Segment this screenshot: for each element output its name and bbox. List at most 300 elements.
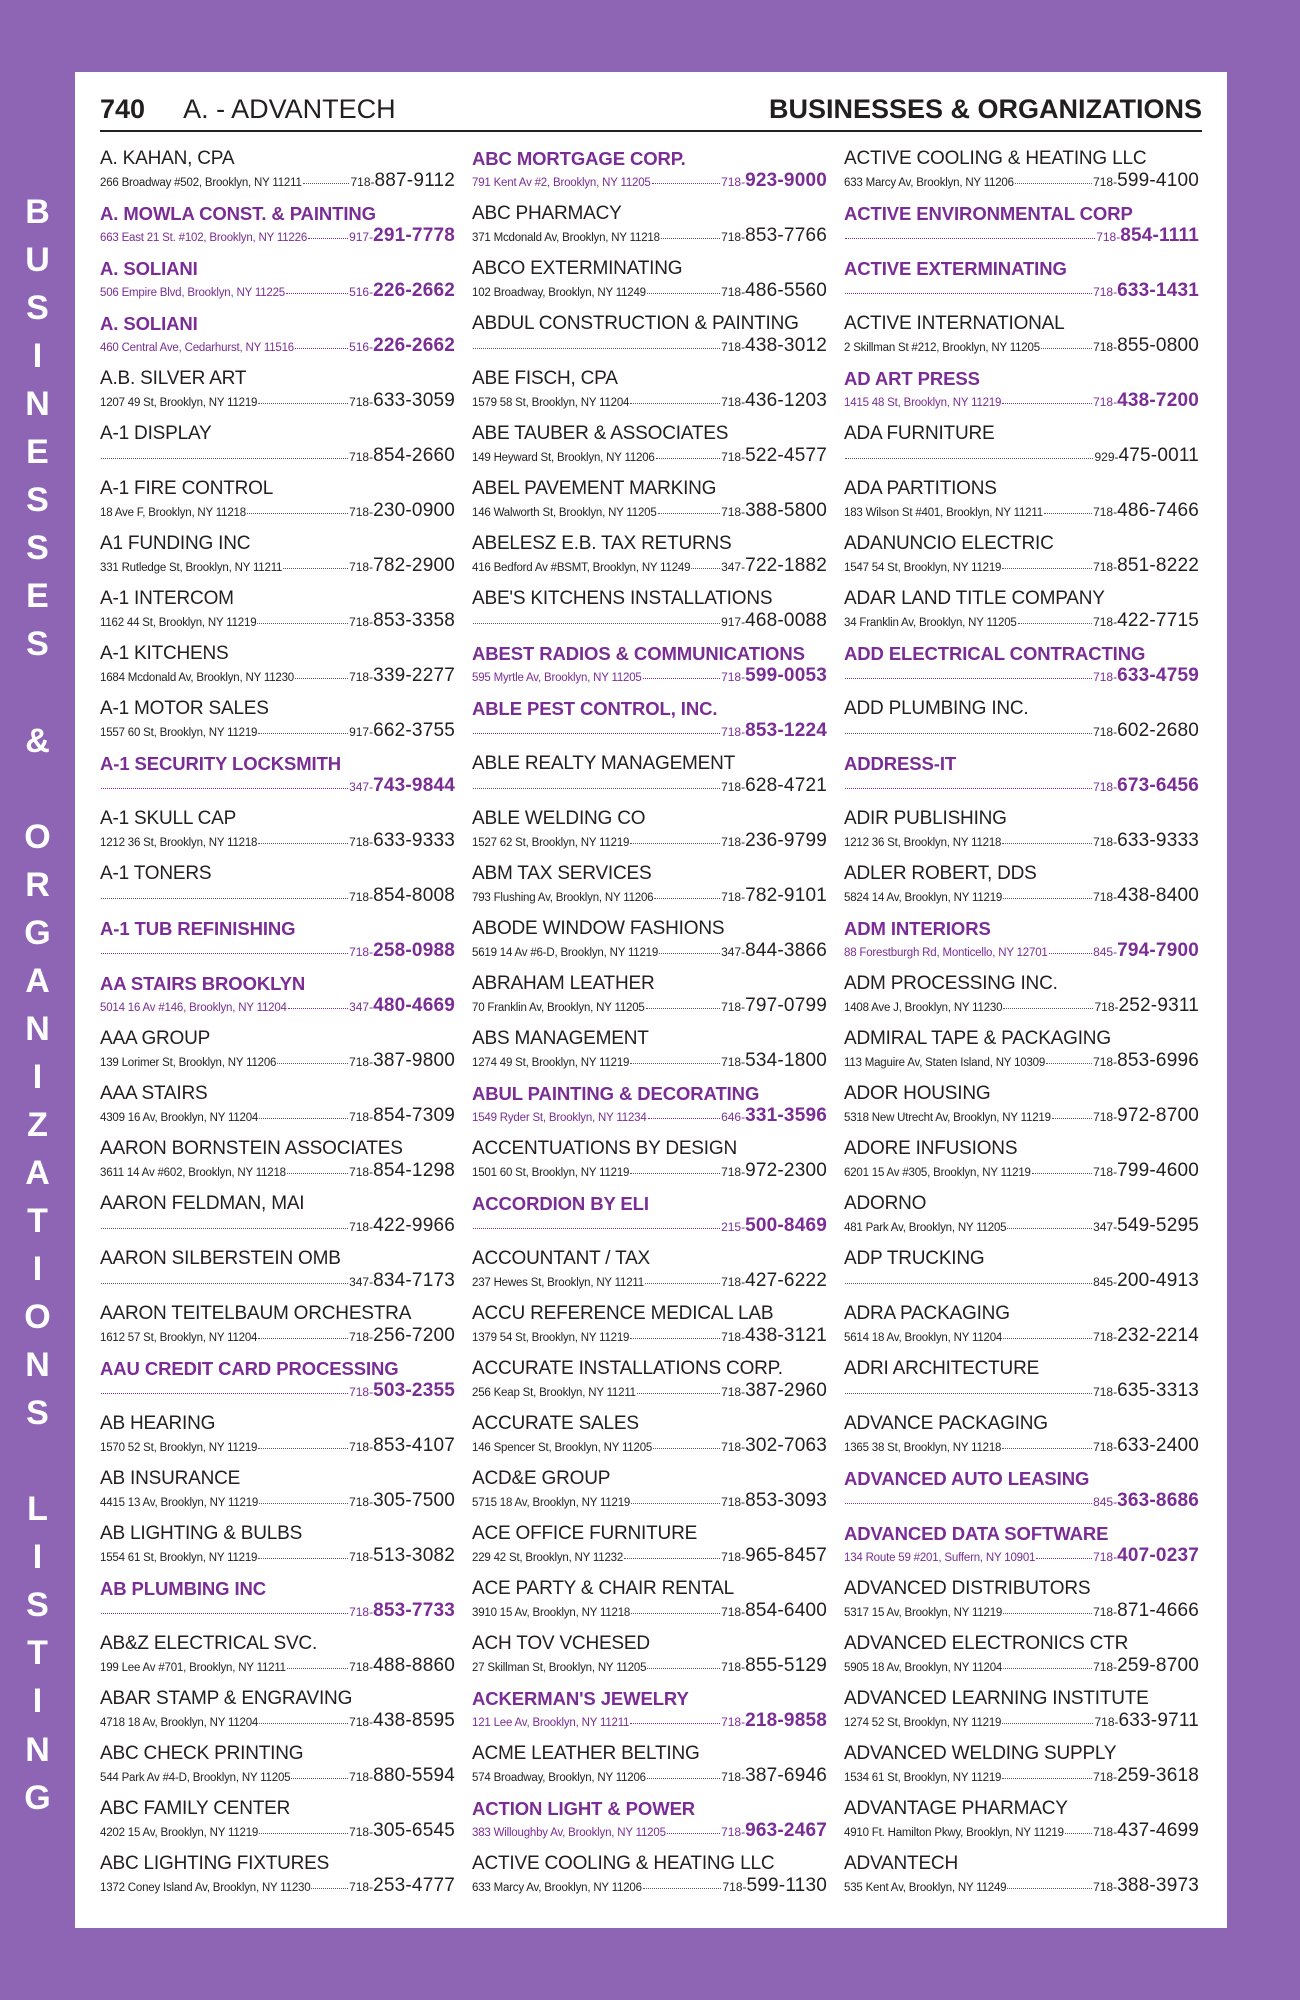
dot-leader	[637, 1393, 720, 1394]
listing-detail-line	[844, 445, 1199, 471]
dot-leader	[287, 1668, 348, 1669]
listing-entry	[100, 1191, 455, 1246]
business-name: AD ART PRESS	[844, 368, 980, 389]
phone-digits: 853-1224	[745, 720, 827, 741]
listing-entry	[844, 1796, 1199, 1851]
listing-detail-line	[844, 995, 1199, 1021]
dot-leader	[658, 513, 721, 514]
business-name: AB LIGHTING & BULBS	[100, 1523, 303, 1544]
phone-digits: 633-3059	[373, 390, 455, 411]
sidebar-letter: G	[24, 913, 51, 952]
business-address: 1612 57 St, Brooklyn, NY 11204	[100, 1332, 258, 1344]
business-address: 102 Broadway, Brooklyn, NY 11249	[472, 287, 646, 299]
phone-number	[1093, 1820, 1199, 1842]
listing-detail-line	[844, 775, 1199, 801]
area-code: 347-	[349, 1000, 374, 1014]
listing-entry	[844, 861, 1199, 916]
phone-number	[1093, 1600, 1199, 1622]
phone-number	[721, 170, 827, 192]
business-address: 506 Empire Blvd, Brooklyn, NY 11225	[100, 287, 285, 299]
phone-digits: 438-8400	[1117, 885, 1199, 906]
dot-leader	[308, 238, 348, 239]
phone-digits: 534-1800	[745, 1050, 827, 1071]
business-name: A-1 INTERCOM	[100, 588, 234, 609]
phone-number	[1093, 1380, 1199, 1402]
dot-leader	[630, 843, 720, 844]
phone-number	[349, 1765, 455, 1787]
phone-number	[1093, 500, 1199, 522]
dot-leader	[258, 403, 348, 404]
phone-digits: 887-9112	[374, 170, 455, 191]
phone-number	[1094, 995, 1199, 1017]
area-code: 718-	[349, 1660, 374, 1674]
listing-entry	[472, 311, 827, 366]
phone-number	[1093, 1215, 1199, 1237]
listing-entry	[472, 1796, 827, 1851]
area-code: 718-	[1093, 560, 1118, 574]
area-code: 718-	[1093, 1165, 1118, 1179]
phone-digits: 743-9844	[373, 775, 455, 796]
directory-page	[75, 72, 1227, 1928]
business-name: A. KAHAN, CPA	[100, 148, 235, 169]
dot-leader	[1018, 623, 1092, 624]
sidebar-letter: O	[24, 1298, 51, 1337]
business-address: 5614 18 Av, Brooklyn, NY 11204	[844, 1332, 1003, 1344]
dot-leader	[845, 1283, 1092, 1284]
area-code: 718-	[721, 450, 746, 464]
dot-leader	[661, 238, 720, 239]
dot-leader	[1002, 1723, 1093, 1724]
sidebar-letter: Z	[27, 1105, 48, 1144]
business-name: AAU CREDIT CARD PROCESSING	[100, 1358, 399, 1379]
dot-leader	[845, 788, 1092, 789]
area-code: 718-	[721, 1330, 746, 1344]
listing-detail-line	[472, 775, 827, 801]
business-name: ADVANCED DISTRIBUTORS	[844, 1578, 1091, 1599]
sidebar-letter: &	[25, 721, 50, 760]
area-code: 718-	[721, 890, 746, 904]
sidebar-letter: T	[27, 1634, 48, 1673]
phone-number	[1093, 170, 1199, 192]
listing-entry	[100, 1246, 455, 1301]
business-address: 1547 54 St, Brooklyn, NY 11219	[844, 562, 1002, 574]
phone-number	[349, 335, 455, 357]
listing-detail-line	[100, 1380, 455, 1406]
business-address: 4309 16 Av, Brooklyn, NY 11204	[100, 1112, 259, 1124]
listing-entry	[100, 696, 455, 751]
area-code: 718-	[1093, 1825, 1118, 1839]
phone-digits: 923-9000	[745, 170, 827, 191]
phone-digits: 513-3082	[373, 1545, 455, 1566]
listing-column-3	[844, 146, 1199, 1906]
area-code: 845-	[1093, 1495, 1118, 1509]
listing-entry	[844, 201, 1199, 256]
listing-entry	[472, 806, 827, 861]
business-name: ADD PLUMBING INC.	[844, 698, 1029, 719]
listing-detail-line	[844, 500, 1199, 526]
phone-number	[721, 1655, 827, 1677]
dot-leader	[646, 1008, 720, 1009]
listing-detail-line	[100, 500, 455, 526]
dot-leader	[1003, 1008, 1093, 1009]
listing-entry	[844, 751, 1199, 806]
dot-leader	[258, 1338, 348, 1339]
dot-leader	[643, 678, 720, 679]
listing-detail-line	[100, 1490, 455, 1516]
business-address: 574 Broadway, Brooklyn, NY 11206	[472, 1772, 646, 1784]
phone-digits: 854-2660	[373, 445, 455, 466]
area-code: 718-	[1093, 1660, 1118, 1674]
listing-detail-line	[100, 335, 455, 361]
phone-number	[349, 1545, 455, 1567]
phone-number	[350, 170, 455, 192]
sidebar-letter: I	[32, 1538, 43, 1577]
phone-number	[1093, 1875, 1199, 1897]
phone-digits: 854-1298	[373, 1160, 455, 1181]
phone-number	[1093, 665, 1199, 687]
business-name: ABLE PEST CONTROL, INC.	[472, 698, 718, 719]
business-name: A-1 TUB REFINISHING	[100, 918, 296, 939]
phone-digits: 522-4577	[745, 445, 827, 466]
business-name: ACCOUNTANT / TAX	[472, 1248, 651, 1269]
listing-detail-line	[844, 665, 1199, 691]
business-address: 1207 49 St, Brooklyn, NY 11219	[100, 397, 258, 409]
listing-entry	[472, 1686, 827, 1741]
phone-number	[721, 720, 827, 742]
area-code: 718-	[349, 1825, 374, 1839]
phone-number	[349, 1270, 455, 1292]
phone-number	[721, 940, 827, 962]
area-code: 718-	[349, 670, 374, 684]
business-name: A-1 FIRE CONTROL	[100, 478, 274, 499]
sidebar-letter: S	[26, 625, 49, 664]
dot-leader	[101, 953, 348, 954]
listing-detail-line	[472, 500, 827, 526]
listing-entry	[844, 641, 1199, 696]
listing-detail-line	[100, 225, 455, 251]
business-address: 1408 Ave J, Brooklyn, NY 11230	[844, 1002, 1003, 1014]
listing-entry	[844, 1136, 1199, 1191]
business-address: 1579 58 St, Brooklyn, NY 11204	[472, 397, 630, 409]
dot-leader	[258, 843, 348, 844]
area-code: 718-	[349, 1385, 374, 1399]
business-name: ADRA PACKAGING	[844, 1303, 1010, 1324]
phone-number	[1093, 1655, 1199, 1677]
sidebar-letter: S	[26, 1586, 49, 1625]
area-code: 718-	[349, 1220, 374, 1234]
phone-number	[1093, 280, 1199, 302]
phone-digits: 871-4666	[1117, 1600, 1199, 1621]
phone-number	[1093, 1270, 1199, 1292]
phone-number	[721, 1765, 827, 1787]
sidebar-letter: N	[25, 1730, 50, 1769]
dot-leader	[656, 458, 720, 459]
dot-leader	[631, 1503, 720, 1504]
business-name: A. MOWLA CONST. & PAINTING	[100, 203, 376, 224]
listing-detail-line	[472, 1710, 827, 1736]
listing-entry	[844, 1851, 1199, 1906]
phone-number	[349, 555, 455, 577]
listing-detail-line	[472, 1600, 827, 1626]
listing-entry	[844, 1246, 1199, 1301]
business-name: ACTIVE EXTERMINATING	[844, 258, 1067, 279]
listing-entry	[100, 1521, 455, 1576]
dot-leader	[654, 898, 720, 899]
business-name: ADVANTAGE PHARMACY	[844, 1798, 1068, 1819]
business-name: ABLE REALTY MANAGEMENT	[472, 753, 736, 774]
listing-detail-line	[472, 1490, 827, 1516]
listing-detail-line	[844, 1325, 1199, 1351]
listing-entry	[472, 696, 827, 751]
listing-detail-line	[472, 1435, 827, 1461]
listing-detail-line	[100, 390, 455, 416]
business-name: A-1 MOTOR SALES	[100, 698, 269, 719]
phone-digits: 853-7733	[373, 1600, 455, 1621]
listing-entry	[100, 421, 455, 476]
area-code: 718-	[722, 1880, 747, 1894]
business-name: ACTIVE COOLING & HEATING LLC	[844, 148, 1147, 169]
listing-detail-line	[100, 1325, 455, 1351]
listing-entry	[472, 421, 827, 476]
listing-entry	[472, 1081, 827, 1136]
phone-digits: 834-7173	[373, 1270, 455, 1291]
phone-digits: 794-7900	[1117, 940, 1199, 961]
phone-digits: 633-9333	[1117, 830, 1199, 851]
phone-digits: 844-3866	[745, 940, 827, 961]
page-number: 740	[100, 93, 146, 124]
phone-number	[1093, 335, 1199, 357]
phone-number	[349, 995, 455, 1017]
business-name: ADM PROCESSING INC.	[844, 973, 1058, 994]
business-address: 5318 New Utrecht Av, Brooklyn, NY 11219	[844, 1112, 1051, 1124]
business-address: 371 Mcdonald Av, Brooklyn, NY 11218	[472, 232, 660, 244]
business-address: 149 Heyward St, Brooklyn, NY 11206	[472, 452, 655, 464]
listing-detail-line	[472, 225, 827, 251]
listing-entry	[472, 1246, 827, 1301]
business-address: 481 Park Av, Brooklyn, NY 11205	[844, 1222, 1007, 1234]
business-address: 1212 36 St, Brooklyn, NY 11218	[844, 837, 1002, 849]
area-code: 516-	[349, 285, 374, 299]
dot-leader	[247, 513, 348, 514]
listing-entry	[100, 1796, 455, 1851]
dot-leader	[1044, 513, 1092, 514]
business-name: AA STAIRS BROOKLYN	[100, 973, 306, 994]
listing-entry	[100, 916, 455, 971]
area-code: 718-	[349, 505, 374, 519]
listing-entry	[100, 311, 455, 366]
phone-number	[721, 1380, 827, 1402]
area-code: 215-	[721, 1220, 746, 1234]
area-code: 718-	[721, 175, 746, 189]
business-name: AB PLUMBING INC	[100, 1578, 267, 1599]
phone-digits: 853-7766	[745, 225, 827, 246]
area-code: 718-	[1093, 505, 1118, 519]
phone-digits: 662-3755	[373, 720, 455, 741]
business-address: 416 Bedford Av #BSMT, Brooklyn, NY 11249	[472, 562, 691, 574]
listing-detail-line	[844, 1545, 1199, 1571]
phone-number	[721, 1160, 827, 1182]
dot-leader	[1036, 1558, 1092, 1559]
sidebar-letter: S	[26, 1394, 49, 1433]
dot-leader	[845, 458, 1093, 459]
dot-leader	[1003, 1613, 1092, 1614]
listing-entry	[844, 1741, 1199, 1796]
dot-leader	[647, 1668, 720, 1669]
listing-entry	[472, 256, 827, 311]
area-code: 718-	[349, 1770, 374, 1784]
listing-detail-line	[844, 225, 1199, 251]
phone-digits: 259-3618	[1117, 1765, 1199, 1786]
phone-digits: 602-2680	[1117, 720, 1199, 741]
phone-digits: 963-2467	[745, 1820, 827, 1841]
area-code: 718-	[1093, 835, 1118, 849]
business-name: ABC FAMILY CENTER	[100, 1798, 291, 1819]
phone-number	[349, 1105, 455, 1127]
business-address: 146 Walworth St, Brooklyn, NY 11205	[472, 507, 657, 519]
phone-digits: 549-5295	[1117, 1215, 1199, 1236]
area-code: 718-	[349, 395, 374, 409]
business-name: ADORNO	[844, 1193, 927, 1214]
phone-number	[721, 1050, 827, 1072]
area-code: 845-	[1093, 945, 1118, 959]
listing-detail-line	[472, 1325, 827, 1351]
phone-digits: 218-9858	[745, 1710, 827, 1731]
listing-entry	[100, 1741, 455, 1796]
listing-detail-line	[100, 1105, 455, 1131]
phone-digits: 599-4100	[1117, 170, 1199, 191]
listing-detail-line	[100, 555, 455, 581]
area-code: 718-	[349, 1165, 374, 1179]
dot-leader	[845, 293, 1092, 294]
business-address: 2 Skillman St #212, Brooklyn, NY 11205	[844, 342, 1040, 354]
phone-number	[349, 390, 455, 412]
business-name: ACD&E GROUP	[472, 1468, 611, 1489]
phone-number	[1096, 225, 1199, 247]
listing-entry	[100, 256, 455, 311]
dot-leader	[291, 1778, 348, 1779]
dot-leader	[643, 1888, 722, 1889]
phone-digits: 200-4913	[1117, 1270, 1199, 1291]
phone-number	[721, 500, 827, 522]
business-name: A. SOLIANI	[100, 258, 198, 279]
listing-entry	[100, 1136, 455, 1191]
phone-digits: 854-7309	[373, 1105, 455, 1126]
area-code: 718-	[1093, 890, 1118, 904]
phone-digits: 782-2900	[373, 555, 455, 576]
listing-detail-line	[100, 995, 455, 1021]
dot-leader	[473, 1228, 720, 1229]
business-address: 134 Route 59 #201, Suffern, NY 10901	[844, 1552, 1036, 1564]
dot-leader	[101, 788, 348, 789]
area-code: 718-	[721, 1440, 746, 1454]
area-code: 718-	[349, 1605, 374, 1619]
business-address: 27 Skillman St, Brooklyn, NY 11205	[472, 1662, 647, 1674]
phone-digits: 633-1431	[1117, 280, 1199, 301]
listing-detail-line	[100, 720, 455, 746]
business-name: ABC PHARMACY	[472, 203, 622, 224]
area-code: 718-	[721, 1165, 746, 1179]
dot-leader	[258, 1558, 348, 1559]
phone-number	[721, 1545, 827, 1567]
listing-detail-line	[100, 1215, 455, 1241]
business-address: 4202 15 Av, Brooklyn, NY 11219	[100, 1827, 259, 1839]
area-code: 718-	[1093, 1605, 1118, 1619]
area-code: 718-	[349, 1110, 374, 1124]
phone-digits: 438-3012	[745, 335, 827, 356]
sidebar-letter: I	[32, 1057, 43, 1096]
sidebar-letter: S	[26, 289, 49, 328]
listing-detail-line	[100, 1875, 455, 1901]
sidebar-letter: T	[27, 1201, 48, 1240]
listing-entry	[844, 366, 1199, 421]
phone-digits: 407-0237	[1117, 1545, 1199, 1566]
area-code: 845-	[1093, 1275, 1118, 1289]
listing-detail-line	[844, 1655, 1199, 1681]
area-code: 718-	[721, 230, 746, 244]
dot-leader	[645, 1283, 720, 1284]
listing-detail-line	[844, 830, 1199, 856]
phone-number	[1094, 445, 1199, 467]
phone-number	[1093, 1160, 1199, 1182]
sidebar-letter: I	[32, 337, 43, 376]
listing-detail-line	[844, 335, 1199, 361]
area-code: 718-	[721, 340, 746, 354]
phone-number	[721, 1270, 827, 1292]
listing-detail-line	[844, 1875, 1199, 1901]
phone-digits: 500-8469	[745, 1215, 827, 1236]
dot-leader	[845, 733, 1092, 734]
business-name: ADRI ARCHITECTURE	[844, 1358, 1040, 1379]
dot-leader	[257, 623, 348, 624]
business-name: ADVANCED WELDING SUPPLY	[844, 1743, 1117, 1764]
business-name: ADVANTECH	[844, 1853, 958, 1874]
dot-leader	[647, 293, 720, 294]
phone-digits: 880-5594	[373, 1765, 455, 1786]
business-name: ABCO EXTERMINATING	[472, 258, 683, 279]
business-name: ABEL PAVEMENT MARKING	[472, 478, 717, 499]
dot-leader	[287, 1173, 348, 1174]
phone-number	[721, 335, 827, 357]
phone-digits: 258-0988	[373, 940, 455, 961]
area-code: 718-	[721, 1825, 746, 1839]
listing-detail-line	[100, 1270, 455, 1296]
dot-leader	[667, 1833, 720, 1834]
dot-leader	[473, 788, 720, 789]
phone-digits: 232-2214	[1117, 1325, 1199, 1346]
phone-digits: 965-8457	[745, 1545, 827, 1566]
sidebar-letter: B	[25, 193, 50, 231]
listing-entry	[100, 1851, 455, 1906]
dot-leader	[1003, 1668, 1092, 1669]
area-code: 718-	[1093, 285, 1118, 299]
dot-leader	[630, 1338, 720, 1339]
phone-digits: 388-3973	[1117, 1875, 1199, 1896]
dot-leader	[845, 678, 1092, 679]
dot-leader	[631, 1613, 720, 1614]
listing-entry	[100, 641, 455, 696]
listing-entry	[844, 1301, 1199, 1356]
business-name: AAA GROUP	[100, 1028, 211, 1049]
phone-number	[349, 445, 455, 467]
listing-detail-line	[844, 1270, 1199, 1296]
business-address: 34 Franklin Av, Brooklyn, NY 11205	[844, 617, 1017, 629]
area-code: 718-	[721, 780, 746, 794]
phone-number	[349, 885, 455, 907]
business-address: 1549 Ryder St, Brooklyn, NY 11234	[472, 1112, 647, 1124]
phone-number	[349, 1215, 455, 1237]
listing-detail-line	[844, 390, 1199, 416]
sidebar-letter: A	[25, 1153, 50, 1192]
